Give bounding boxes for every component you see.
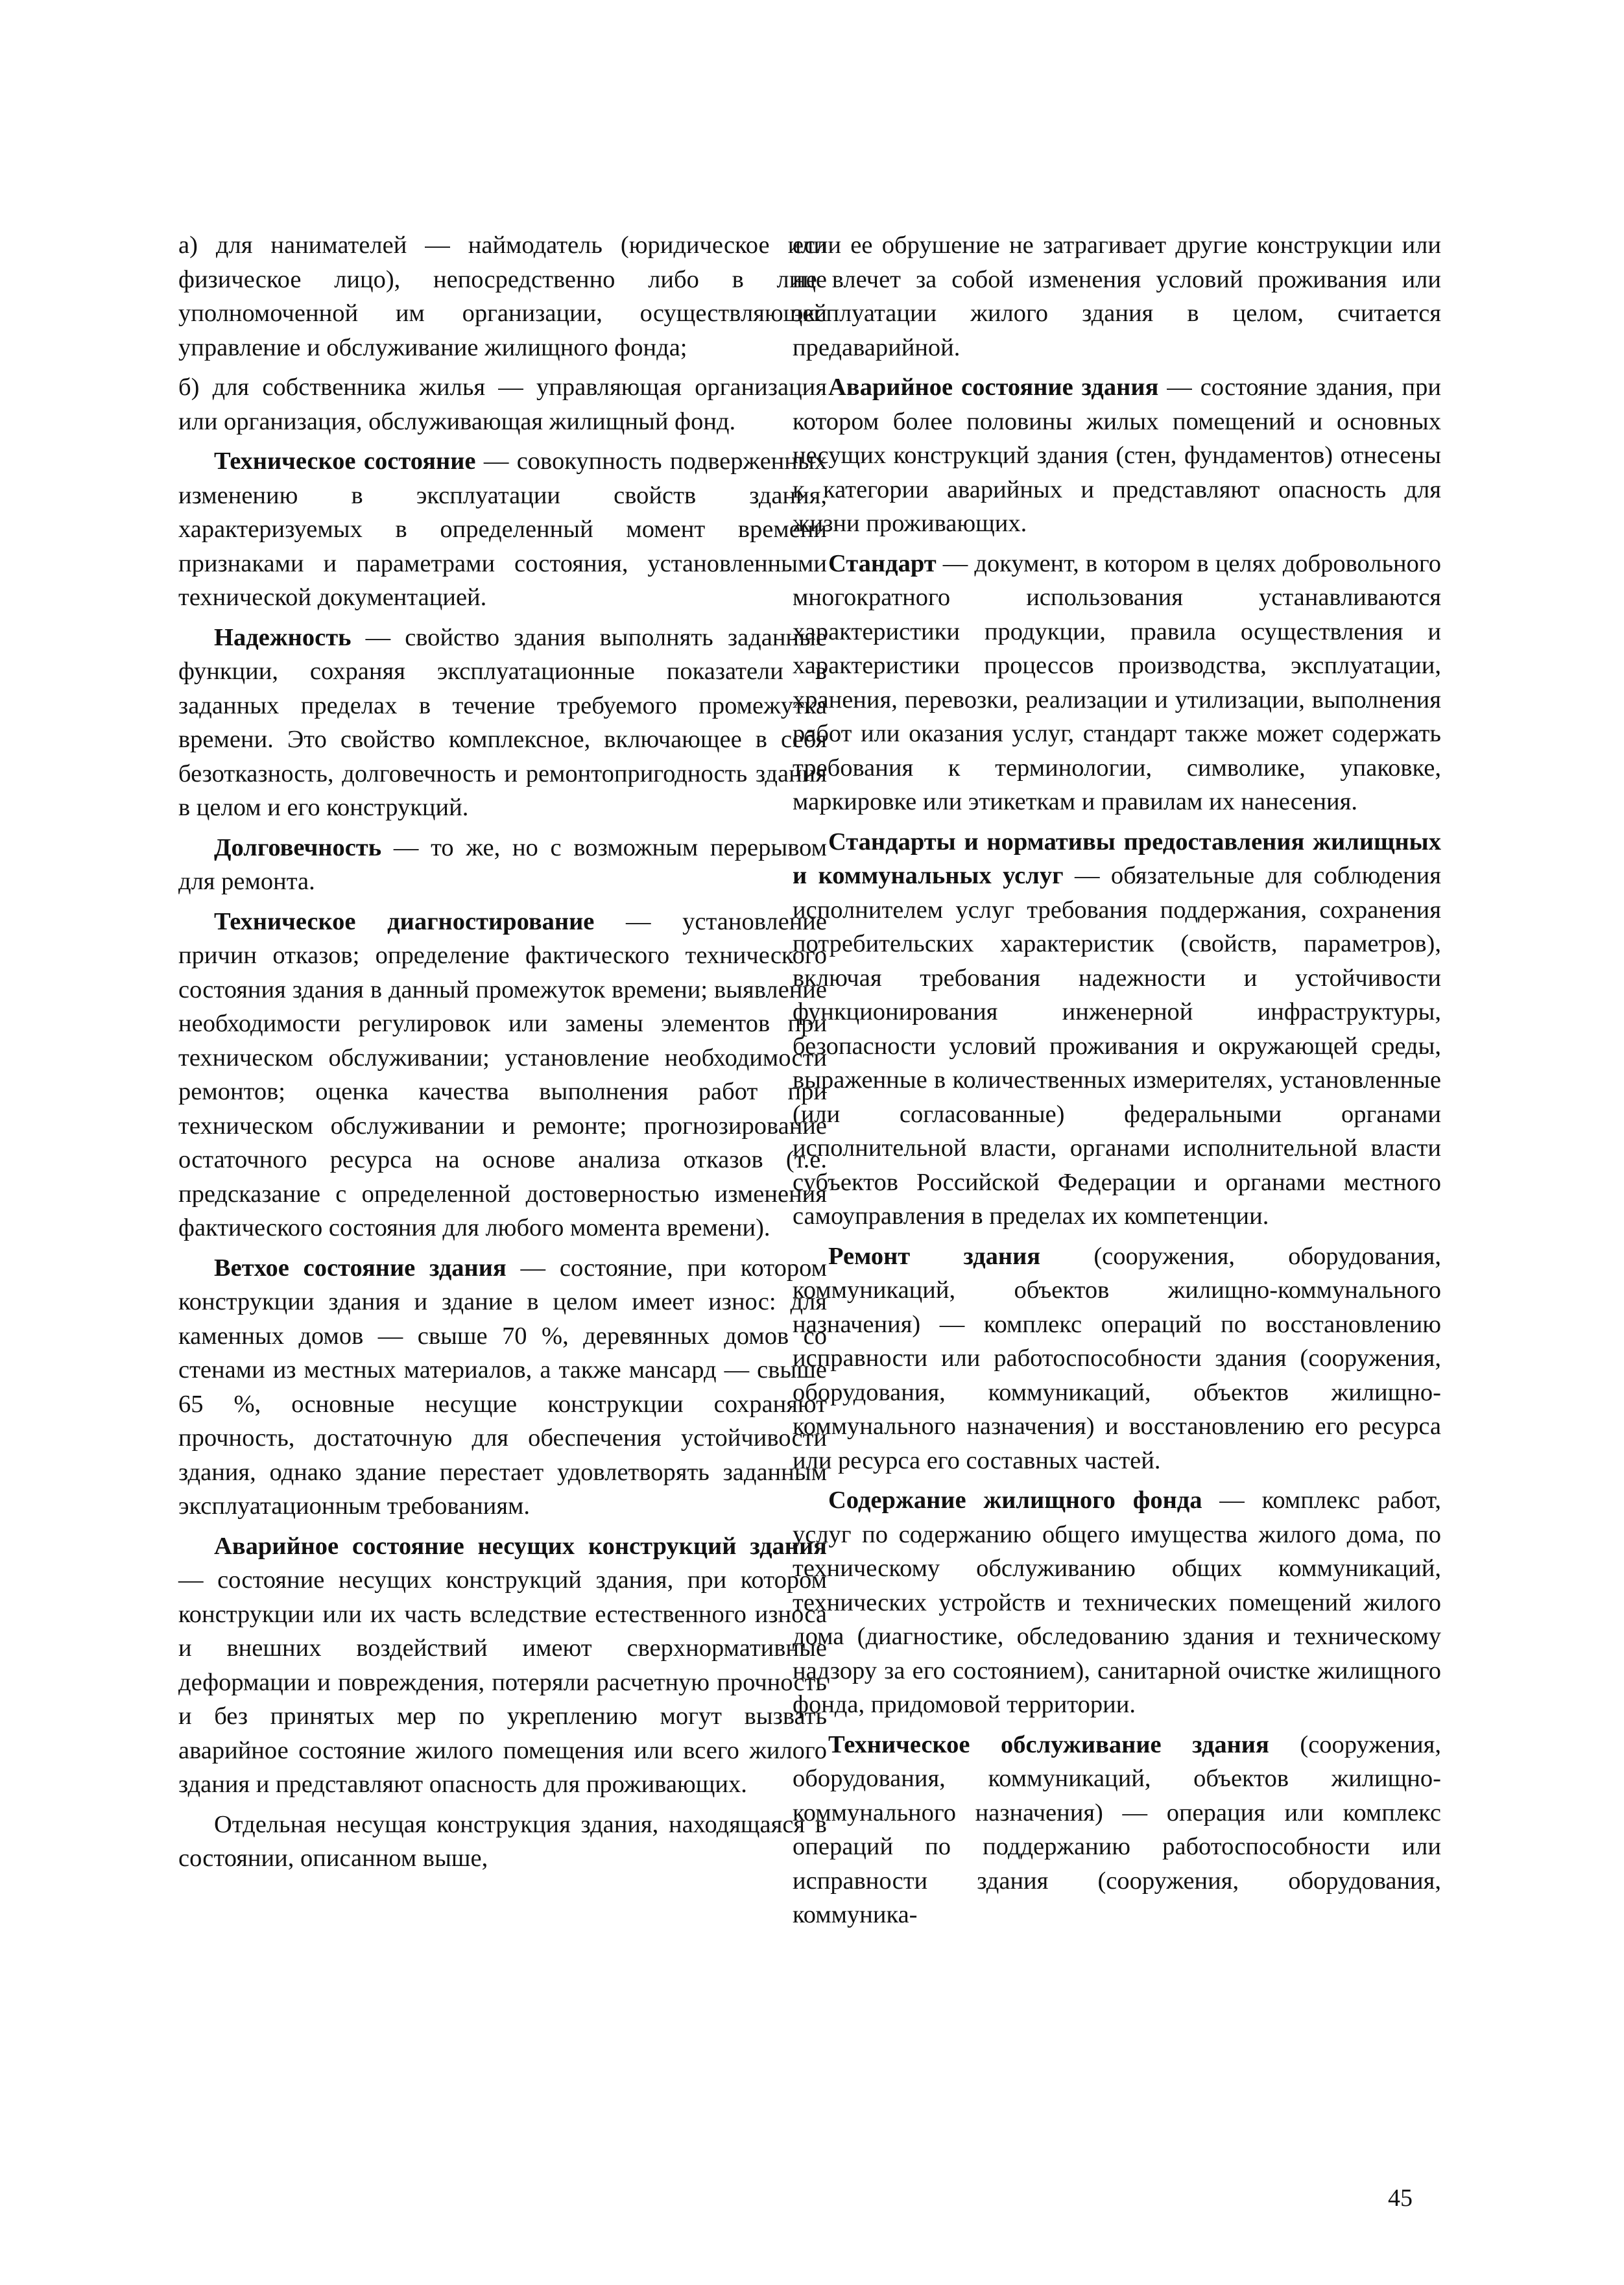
page-number: 45 <box>1388 2184 1413 2212</box>
definition-text: — свойство здания выполнять заданные функции, сохраняя эксплуатационные показатели в заданных пределах в течение требуемого промежутка времени. Это свойство комплексное, включающее в себя безотказность, долговечность и ремонтопригодность здания в целом и его конструкций. <box>178 623 827 821</box>
term-heading: Ремонт здания <box>828 1242 1041 1270</box>
definition-text: — установление причин отказов; определение фактического технического состояния здания в данный промежуток времени; выявление необходимости регулировок или замены элементов при техническом обслуживании; установление необходимости ремонтов; оценка качества выполнения работ при техническом обслуживании и ремонте; прогнозирование остаточного ресурса на основе анализа отказов (т.е. предсказание с определенной достоверностью изменения фактического состояния для любого момента времени). <box>178 907 827 1241</box>
definition-emergency-structures <box>178 1529 827 1802</box>
definition-text: — документ, в котором в целях добровольного многократного использования устанавливаются характеристики продукции, правила осуществления и характеристики процессов производства, эксплуатации, хранения, перевозки, реализации и утилизации, выполнения работ или оказания услуг, стандарт также может содержать требования к терминологии, символике, упаковке, маркировке или этикеткам и правилам их нанесения. <box>793 549 1441 815</box>
definition-housing-maintenance <box>793 1483 1441 1722</box>
definition-text: — состояние несущих конструкций здания, при котором конструкции или их часть вследствие естественного износа и внешних воздействий имеют сверхнормативные деформации и повреждения, потеряли расчетную прочность и без принятых мер по укреплению могут вызвать аварийное состояние жилого помещения или всего жилого здания и представляют опасность для проживающих. <box>178 1566 827 1798</box>
right-column <box>793 228 1441 1938</box>
definition-technical-diagnostics <box>178 905 827 1245</box>
definition-emergency-building <box>793 370 1441 541</box>
term-heading: Ветхое состояние здания <box>214 1254 507 1282</box>
paragraph-owners <box>178 370 827 438</box>
term-heading: Стандарты и нормативы предоставления жилищных и коммунальных услуг <box>793 828 1441 889</box>
term-heading: Техническое обслуживание здания <box>828 1730 1269 1758</box>
definition-text: — комплекс работ, услуг по содержанию общего имущества жилого дома, по техническому обслуживанию общих коммуникаций, технических устройств и технических помещений жилого дома (диагностике, обследованию здания и техническому надзору за его состоянием), санитарной очистке жилищного фонда, придомовой территории. <box>793 1487 1441 1718</box>
term-heading: Аварийное состояние здания <box>828 374 1159 401</box>
term-heading: Техническое состояние <box>214 448 476 475</box>
definition-text: (сооружения, оборудования, коммуникаций, объектов жилищно-коммунального назначения) — комплекс операций по восстановлению исправности или работоспособности здания (сооружения, оборудования, коммуникаций, объектов жилищно-коммунального назначения) и восстановлению его ресурса или ресурса его составных частей. <box>793 1242 1441 1474</box>
paragraph-text: если ее обрушение не затрагивает другие конструкции или не влечет за собой изменения условий проживания или эксплуатации жилого здания в целом, считается предаварийной. <box>793 232 1441 361</box>
paragraph-text: Отдельная несущая конструкция здания, находящаяся в состоянии, описанном выше, <box>178 1810 827 1872</box>
definition-text: — состояние здания, при котором более половины жилых помещений и основных несущих конструкций здания (стен, фундаментов) отнесены к категории аварийных и представляют опасность для жизни проживающих. <box>793 374 1441 537</box>
definition-standard <box>793 547 1441 819</box>
definition-technical-service <box>793 1728 1441 1932</box>
definition-text: — состояние, при котором конструкции здания и здание в целом имеет износ: для каменных домов — свыше 70 %, деревянных домов со стенами из местных материалов, а также мансард — свыше 65 %, основные несущие конструкции сохраняют прочность, достаточную для обеспечения устойчивости здания, однако здание перестает удовлетворять заданным эксплуатационным требованиям. <box>178 1254 827 1520</box>
left-column <box>178 228 827 1882</box>
term-heading: Техническое диагностирование <box>214 907 595 935</box>
definition-text: — то же, но с возможным перерывом для ремонта. <box>178 833 827 895</box>
paragraph-separate-structure <box>178 1808 827 1876</box>
definition-reliability <box>178 621 827 825</box>
definition-text: — обязательные для соблюдения исполнителем услуг требования поддержания, сохранения потребительских характеристик (свойств, параметров), включая требования надежности и устойчивости функционирования инженерной инфраструктуры, безопасности условий проживания и окружающей среды, выраженные в количественных измерителях, установленные (или согласованные) федеральными органами исполнительной власти, органами исполнительной власти субъектов Российской Федерации и органами местного самоуправления в пределах их компетенции. <box>793 862 1441 1230</box>
definition-text: — совокупность подверженных изменению в эксплуатации свойств здания, характеризуемых в определенный момент времени признаками и параметрами состояния, установленными технической документацией. <box>178 448 827 611</box>
paragraph-text: а) для нанимателей — наймодатель (юридическое или физическое лицо), непосредственно либо в лице уполномоченной им организации, осуществляющей управление и обслуживание жилищного фонда; <box>178 232 827 361</box>
term-heading: Надежность <box>214 623 352 651</box>
term-heading: Долговечность <box>214 833 382 861</box>
definition-dilapidated-condition <box>178 1251 827 1524</box>
term-heading: Содержание жилищного фонда <box>828 1487 1202 1514</box>
definition-durability <box>178 831 827 899</box>
definition-service-standards <box>793 825 1441 1234</box>
definition-text: (сооружения, оборудования, коммуникаций, объектов жилищно-коммунального назначения) — операция или комплекс операций по поддержанию работоспособности или исправности здания (сооружения, оборудования, коммуника- <box>793 1730 1441 1928</box>
paragraph-text: б) для собственника жилья — управляющая организация или организация, обслуживающая жилищный фонд. <box>178 374 827 435</box>
definition-technical-condition <box>178 444 827 615</box>
paragraph-continuation <box>793 228 1441 365</box>
definition-building-repair <box>793 1239 1441 1478</box>
term-heading: Стандарт <box>828 549 937 577</box>
paragraph-tenants <box>178 228 827 365</box>
term-heading: Аварийное состояние несущих конструкций здания <box>214 1532 827 1560</box>
